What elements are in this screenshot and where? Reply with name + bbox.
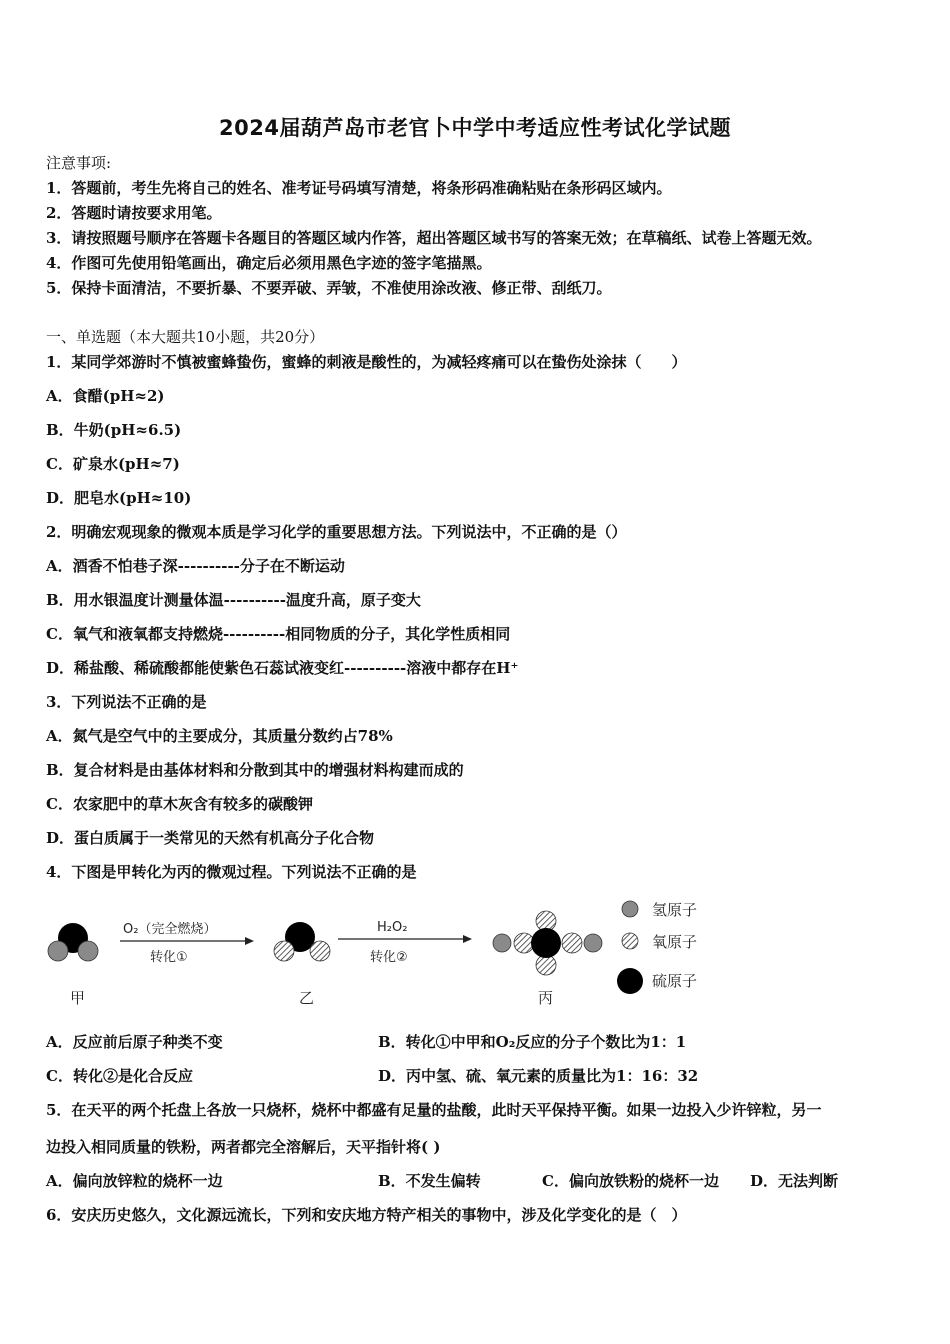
question-6-stem: 6．安庆历史悠久，文化源远流长，下列和安庆地方特产相关的事物中，涉及化学变化的是（ ）: [46, 1206, 687, 1224]
section-heading: 一、单选题（本大题共10小题，共20分）: [46, 328, 325, 346]
label-yi: 乙: [299, 989, 315, 1007]
question-1-option-b: B．牛奶(pH≈6.5): [46, 421, 182, 439]
oxygen-atom: [274, 941, 294, 961]
page-title: 2024届葫芦岛市老官卜中学中考适应性考试化学试题: [219, 116, 731, 140]
hydrogen-atom: [584, 934, 602, 952]
reaction-diagram: [40, 895, 740, 1020]
question-2-option-d: D．稀盐酸、稀硫酸都能使紫色石蕊试液变红----------溶液中都存在H⁺: [46, 659, 519, 677]
oxygen-atom: [310, 941, 330, 961]
question-3-option-c: C．农家肥中的草木灰含有较多的碳酸钾: [46, 795, 313, 813]
label-bing: 丙: [538, 989, 554, 1007]
label-jia: 甲: [70, 989, 86, 1007]
notice-item: 4．作图可先使用铅笔画出，确定后必须用黑色字迹的签字笔描黑。: [46, 254, 492, 272]
notice-item: 2．答题时请按要求用笔。: [46, 204, 222, 222]
hydrogen-atom: [78, 941, 98, 961]
legend: [617, 901, 697, 994]
question-5-option-c: C．偏向放铁粉的烧杯一边: [542, 1172, 719, 1190]
arrow-2-top-label: H₂O₂: [377, 920, 408, 935]
legend-oxygen-label: 氧原子: [652, 933, 698, 951]
molecule-yi: [274, 922, 330, 961]
question-3-option-a: A．氮气是空气中的主要成分，其质量分数约占78%: [46, 727, 393, 745]
question-3-option-d: D．蛋白质属于一类常见的天然有机高分子化合物: [46, 829, 375, 847]
question-4-stem: 4．下图是甲转化为丙的微观过程。下列说法不正确的是: [46, 863, 417, 881]
question-5-option-b: B．不发生偏转: [378, 1172, 481, 1190]
molecule-bing: [493, 911, 602, 975]
question-2-option-c: C．氧气和液氧都支持燃烧----------相同物质的分子，其化学性质相同: [46, 625, 511, 643]
question-3-option-b: B．复合材料是由基体材料和分散到其中的增强材料构建而成的: [46, 761, 464, 779]
question-3-stem: 3．下列说法不正确的是: [46, 693, 207, 711]
arrow-1-head: [245, 937, 254, 945]
sulfur-atom: [531, 928, 561, 958]
question-5-stem-line2: 边投入相同质量的铁粉，两者都完全溶解后，天平指针将( ): [46, 1138, 441, 1156]
hydrogen-atom: [493, 934, 511, 952]
question-4-option-d: D．丙中氢、硫、氧元素的质量比为1：16：32: [378, 1067, 699, 1085]
molecule-jia: [48, 923, 98, 961]
legend-sulfur-label: 硫原子: [652, 972, 698, 990]
legend-oxygen-icon: [622, 933, 638, 949]
legend-hydrogen-icon: [622, 901, 638, 917]
question-1-option-c: C．矿泉水(pH≈7): [46, 455, 180, 473]
question-4-option-b: B．转化①中甲和O₂反应的分子个数比为1：1: [378, 1033, 687, 1051]
hydrogen-atom: [48, 941, 68, 961]
question-2-stem: 2．明确宏观现象的微观本质是学习化学的重要思想方法。下列说法中，不正确的是（）: [46, 523, 627, 541]
question-2-option-b: B．用水银温度计测量体温----------温度升高，原子变大: [46, 591, 421, 609]
notice-heading: 注意事项:: [46, 154, 112, 172]
question-1-option-a: A．食醋(pH≈2): [46, 387, 165, 405]
legend-sulfur-icon: [617, 968, 643, 994]
oxygen-atom: [562, 933, 582, 953]
arrow-2-bottom-label: 转化②: [370, 950, 408, 965]
legend-hydrogen-label: 氢原子: [652, 901, 698, 919]
notice-item: 3．请按照题号顺序在答题卡各题目的答题区域内作答，超出答题区域书写的答案无效；在草稿纸、试卷上答题无效。: [46, 229, 822, 247]
question-4-option-a: A．反应前后原子种类不变: [46, 1033, 223, 1051]
notice-item: 1．答题前，考生先将自己的姓名、准考证号码填写清楚，将条形码准确粘贴在条形码区域内。: [46, 179, 672, 197]
question-4-option-c: C．转化②是化合反应: [46, 1067, 193, 1085]
notice-item: 5．保持卡面清洁，不要折暴、不要弄破、弄皱，不准使用涂改液、修正带、刮纸刀。: [46, 279, 612, 297]
question-5-option-a: A．偏向放锌粒的烧杯一边: [46, 1172, 223, 1190]
arrow-1-top-label: O₂（完全燃烧）: [123, 922, 217, 937]
question-2-option-a: A．酒香不怕巷子深----------分子在不断运动: [46, 557, 345, 575]
question-5-stem-line1: 5．在天平的两个托盘上各放一只烧杯，烧杯中都盛有足量的盐酸，此时天平保持平衡。如果一边投入少许锌粒，另一: [46, 1101, 822, 1119]
question-1-stem: 1．某同学郊游时不慎被蜜蜂蛰伤，蜜蜂的刺液是酸性的，为减轻疼痛可以在蛰伤处涂抹（ ）: [46, 353, 687, 371]
arrow-1-bottom-label: 转化①: [150, 950, 188, 965]
question-1-option-d: D．肥皂水(pH≈10): [46, 489, 192, 507]
question-5-option-d: D．无法判断: [750, 1172, 839, 1190]
arrow-2-head: [463, 935, 472, 943]
